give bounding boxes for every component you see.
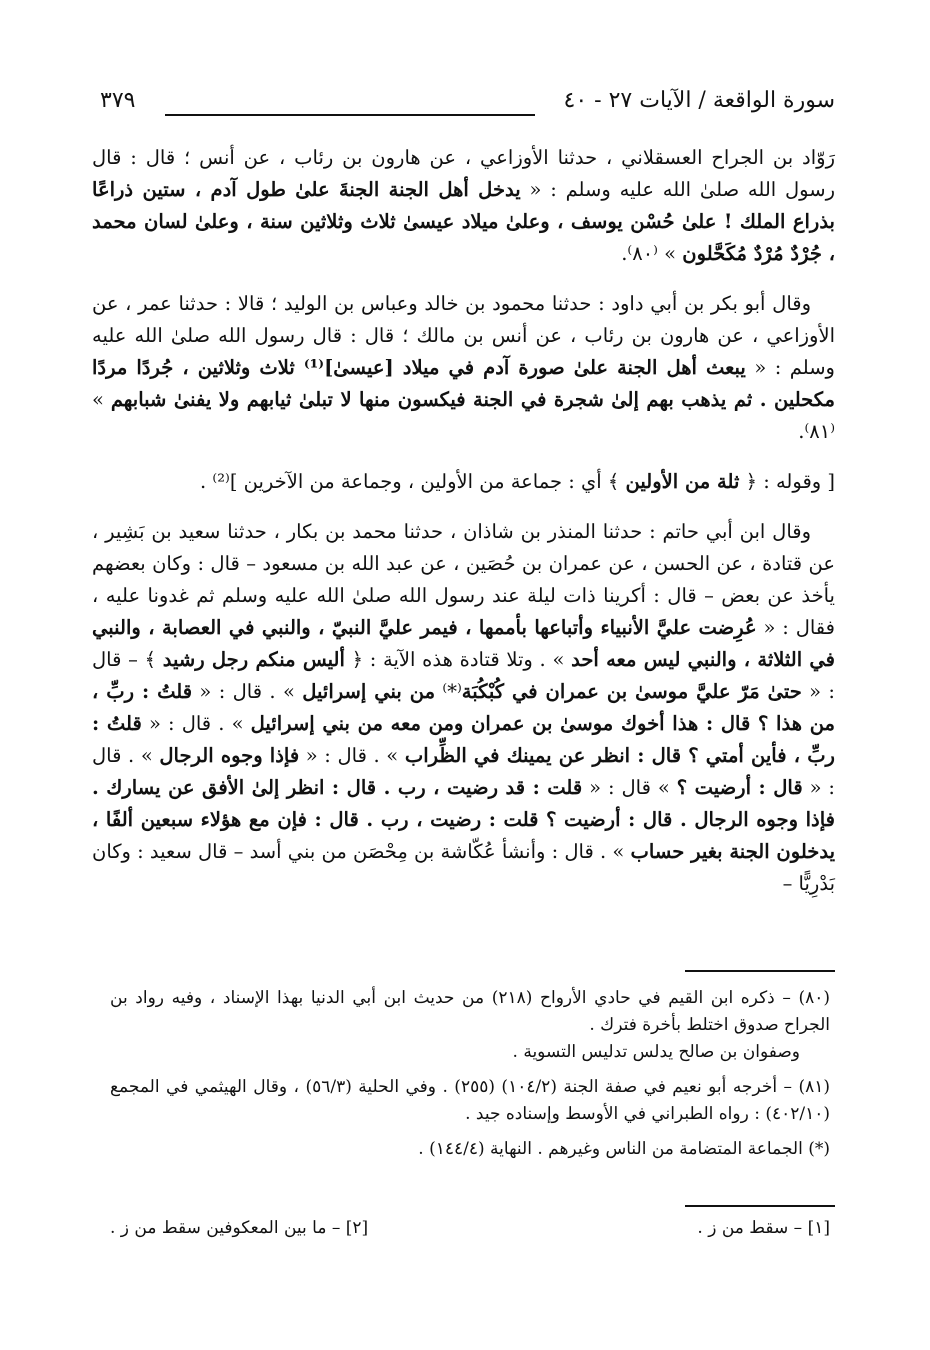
p1-hadith: يدخل أهل الجنة الجنةَ علىٰ طول آدم ، ستين ذراعًا بذراع الملك ! علىٰ حُسْن يوسف ، وعلىٰ ميلاد عيسىٰ ثلاث وثلاثين سنة ، وعلىٰ لسان محمد ، جُرْدٌ مُرْدٌ مُكَحَّلون bbox=[92, 178, 835, 265]
p2-text-a: وقال أبو بكر بن أبي داود : حدثنا محمود بن خالد وعباس بن الوليد ؛ قالا : حدثنا عمر ، عن الأوزاعي ، عن هارون بن رئاب ، عن أنس بن مالك ؛ قال : قال رسول الله صلىٰ الله عليه وسلم : « bbox=[92, 292, 835, 379]
p2-hadith: يبعث أهل الجنة علىٰ صورة آدم في ميلاد [عيسىٰ]⁽¹⁾ ثلاث وثلاثين ، جُردًا مردًا مكحلين . ثم يذهب بهم إلىٰ شجرة في الجنة فيكسون منها لا تبلىٰ ثيابهم ولا يفنىٰ شبابهم bbox=[92, 356, 835, 411]
footnote-rule bbox=[685, 970, 835, 972]
page-number: ٣٧٩ bbox=[100, 88, 136, 113]
critical-notes-rule bbox=[685, 1205, 835, 1207]
p3-text-c: ﴾ أي : جماعة من الأولين ، وجماعة من الآخرين ]⁽²⁾ . bbox=[200, 470, 626, 493]
critical-notes bbox=[110, 1218, 830, 1238]
paragraph-4 bbox=[92, 516, 835, 900]
p4-m: » . قال : « bbox=[299, 744, 405, 767]
header-rule bbox=[165, 114, 535, 116]
p4-b: عُرِضت عليَّ الأنبياء وأتباعها بأممها ، فيمر عليَّ النبيّ ، والنبي في العصابة ، والنبي في الثلاثة ، والنبي ليس معه أحد bbox=[92, 616, 835, 671]
p4-n: فإذا وجوه الرجال bbox=[159, 744, 300, 767]
p4-h: من بني إسرائيل bbox=[302, 680, 436, 703]
paragraph-2 bbox=[92, 288, 835, 448]
p4-c: » . وتلا قتادة هذه الآية : ﴿ bbox=[344, 648, 572, 671]
p4-q: » قال : « bbox=[582, 776, 677, 799]
critical-note-1: [١] – سقط من ز . bbox=[697, 1218, 830, 1238]
p3-verse: ثلة من الأولين bbox=[625, 470, 740, 493]
p4-d: أليس منكم رجل رشيد bbox=[162, 648, 345, 671]
page-header bbox=[100, 88, 835, 128]
p4-j: قلتُ : ربِّ ، من هذا ؟ قال : هذا أخوك موسىٰ بن عمران ومن معه من بني إسرائيل bbox=[92, 680, 835, 735]
p4-o: » . قال : « bbox=[92, 744, 836, 799]
p1-text-a: رَوّاد بن الجراح العسقلاني ، حدثنا الأوزاعي ، عن هارون بن رئاب ، عن أنس ؛ قال : قال رسول الله صلىٰ الله عليه وسلم : « bbox=[92, 146, 835, 201]
p4-e: ﴾ – قال : « bbox=[92, 648, 835, 703]
footnote-80-text: (٨٠) – ذكره ابن القيم في حادي الأرواح (٢١٨) من حديث ابن أبي الدنيا بهذا الإسناد ، وفيه رواد بن الجراح صدوق اختلط بأخرة فترك . bbox=[110, 988, 830, 1035]
footnote-80-continuation: وصفوان بن صالح يدلس تدليس التسوية . bbox=[512, 1042, 800, 1062]
p4-i: » . قال : « bbox=[192, 680, 303, 703]
p3-text-a: [ وقوله : ﴿ bbox=[739, 470, 835, 493]
p4-p: قال : أرضيت ؟ bbox=[676, 776, 803, 799]
footnote-81: (٨١) – أخرجه أبو نعيم في صفة الجنة (١٠٤/٢) (٢٥٥) . وفي الحلية (٥٦/٣) ، وقال الهيثمي في المجمع (٤٠٢/١٠) : رواه الطبراني في الأوسط وإسناده جيد . bbox=[110, 1077, 830, 1124]
p4-a: وقال ابن أبي حاتم : حدثنا المنذر بن شاذان ، حدثنا محمد بن بكار ، حدثنا سعيد بن بَشِير ، عن قتادة ، عن الحسن ، عن عمران بن حُصَين ، عن عبد الله بن مسعود – قال : وكان بعضهم يأخذ عن بعض – قال : أكرينا ذات ليلة عند رسول الله صلىٰ الله عليه وسلم ثم غدونا عليه ، فقال : « bbox=[92, 520, 835, 639]
p2-text-c: » ⁽٨١⁾. bbox=[92, 388, 835, 443]
p4-r: قلت : قد رضيت ، رب . قال : انظر إلىٰ الأفق عن يسارك . فإذا وجوه الرجال . قال : أرضيت ؟ قلت : رضيت ، رب . قال : فإن مع هؤلاء سبعين ألفًا ، يدخلون الجنة بغير حساب bbox=[92, 776, 835, 863]
p4-s: » . قال : وأنشأ عُكّاشة بن مِحْصَن من بني أسد – قال سعيد : وكان بَدْرِيًّا – bbox=[92, 840, 835, 895]
p4-f: حتىٰ مَرّ عليَّ موسىٰ بن عمران في كُبْكُبَة bbox=[461, 680, 802, 703]
paragraph-3 bbox=[92, 466, 835, 498]
p1-text-c: » ⁽٨٠⁾. bbox=[621, 242, 683, 265]
p4-k: » . قال : « bbox=[141, 712, 251, 735]
footnotes bbox=[110, 985, 830, 1171]
running-title: سورة الواقعة / الآيات ٢٧ - ٤٠ bbox=[563, 88, 835, 113]
critical-note-2: [٢] – ما بين المعكوفين سقط من ز . bbox=[110, 1218, 369, 1238]
p4-g: ⁽*⁾ bbox=[435, 680, 462, 703]
main-text bbox=[92, 142, 835, 918]
p4-l: قلتُ : ربِّ ، فأين أمتي ؟ قال : انظر عن يمينك في الظِّراب bbox=[92, 712, 835, 767]
footnote-80 bbox=[110, 985, 830, 1066]
footnote-star: (*) الجماعة المتضامة من الناس وغيرهم . النهاية (١٤٤/٤) . bbox=[418, 1139, 830, 1159]
paragraph-1 bbox=[92, 142, 835, 270]
